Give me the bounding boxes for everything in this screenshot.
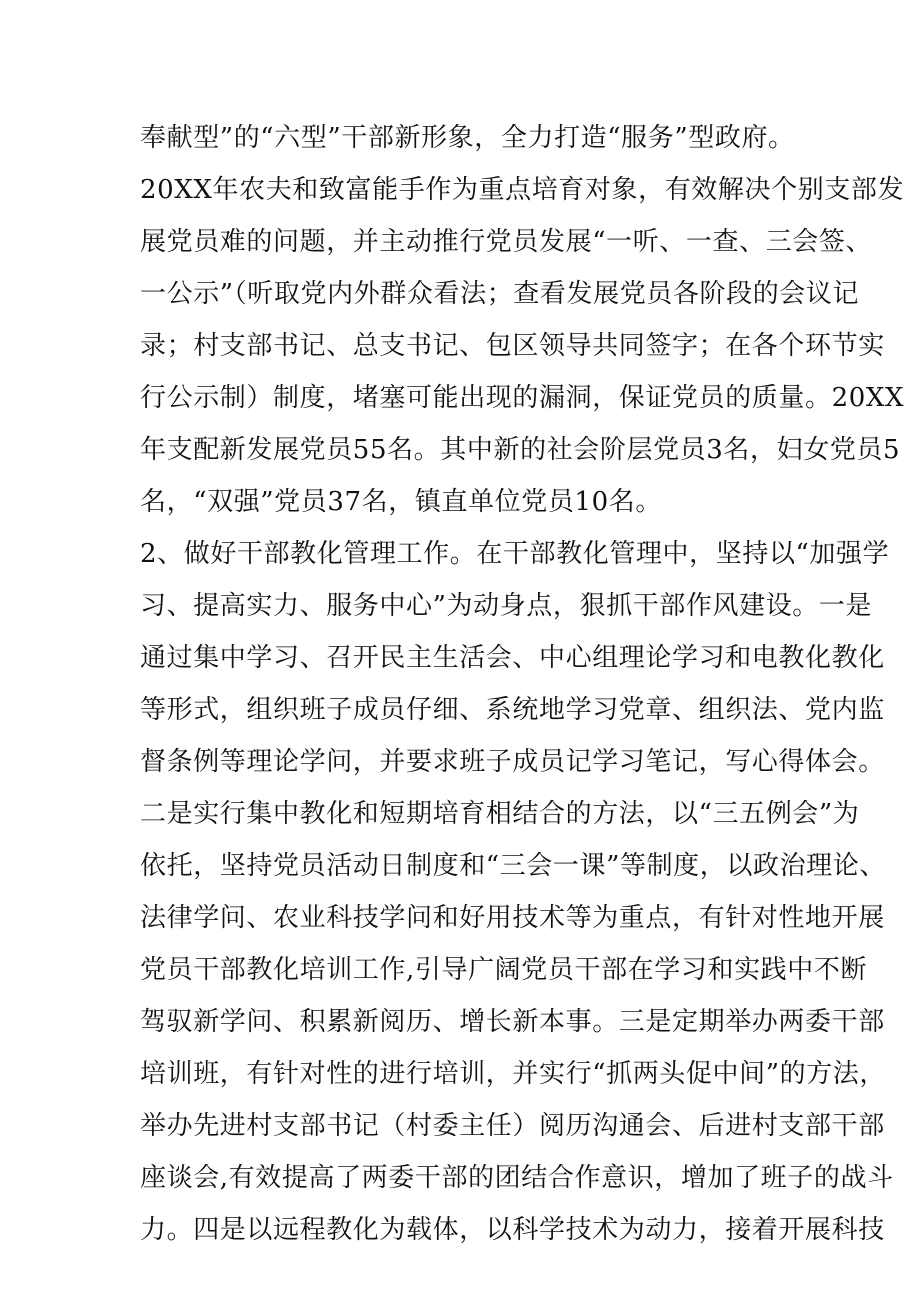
text-line-12: 等形式，组织班子成员仔细、系统地学习党章、组织法、党内监 (140, 695, 885, 725)
text-line-5: 录；村支部书记、总支书记、包区领导共同签字；在各个环节实 (140, 331, 885, 361)
text-line-9: 2、做好干部教化管理工作。在干部教化管理中，坚持以“加强学 (140, 539, 890, 569)
text-line-18: 驾驭新学问、积累新阅历、增长新本事。三是定期举办两委干部 (140, 1007, 885, 1037)
text-line-22: 力。四是以远程教化为载体，以科学技术为动力，接着开展科技 (140, 1215, 885, 1245)
text-line-21: 座谈会,有效提高了两委干部的团结合作意识，增加了班子的战斗 (140, 1163, 894, 1193)
text-line-1: 奉献型”的“六型”干部新形象，全力打造“服务”型政府。 (140, 123, 795, 153)
text-line-2: 20XX年农夫和致富能手作为重点培育对象，有效解决个别支部发 (140, 175, 905, 205)
text-line-15: 依托，坚持党员活动日制度和“三会一课”等制度，以政治理论、 (140, 851, 886, 881)
text-line-4: 一公示”（听取党内外群众看法；查看发展党员各阶段的会议记 (140, 279, 860, 309)
text-line-14: 二是实行集中教化和短期培育相结合的方法，以“三五例会”为 (140, 799, 860, 829)
text-line-10: 习、提高实力、服务中心”为动身点，狠抓干部作风建设。一是 (140, 591, 873, 621)
text-line-13: 督条例等理论学问，并要求班子成员记学习笔记，写心得体会。 (140, 747, 885, 777)
body-text (140, 112, 905, 1256)
text-line-16: 法律学问、农业科技学问和好用技术等为重点，有针对性地开展 (140, 903, 885, 933)
text-line-6: 行公示制）制度，堵塞可能出现的漏洞，保证党员的质量。20XX (140, 383, 905, 413)
text-line-3: 展党员难的问题，并主动推行党员发展“一听、一查、三会签、 (140, 227, 873, 257)
text-line-20: 举办先进村支部书记（村委主任）阅历沟通会、后进村支部干部 (140, 1111, 885, 1141)
text-line-19: 培训班，有针对性的进行培训，并实行“抓两头促中间”的方法， (140, 1059, 886, 1089)
text-line-17: 党员干部教化培训工作,引导广阔党员干部在学习和实践中不断 (140, 955, 868, 985)
text-line-7: 年支配新发展党员55名。其中新的社会阶层党员3名，妇女党员5 (140, 435, 901, 465)
text-line-8: 名，“双强”党员37名，镇直单位党员10名。 (140, 487, 662, 517)
text-line-11: 通过集中学习、召开民主生活会、中心组理论学习和电教化教化 (140, 643, 885, 673)
